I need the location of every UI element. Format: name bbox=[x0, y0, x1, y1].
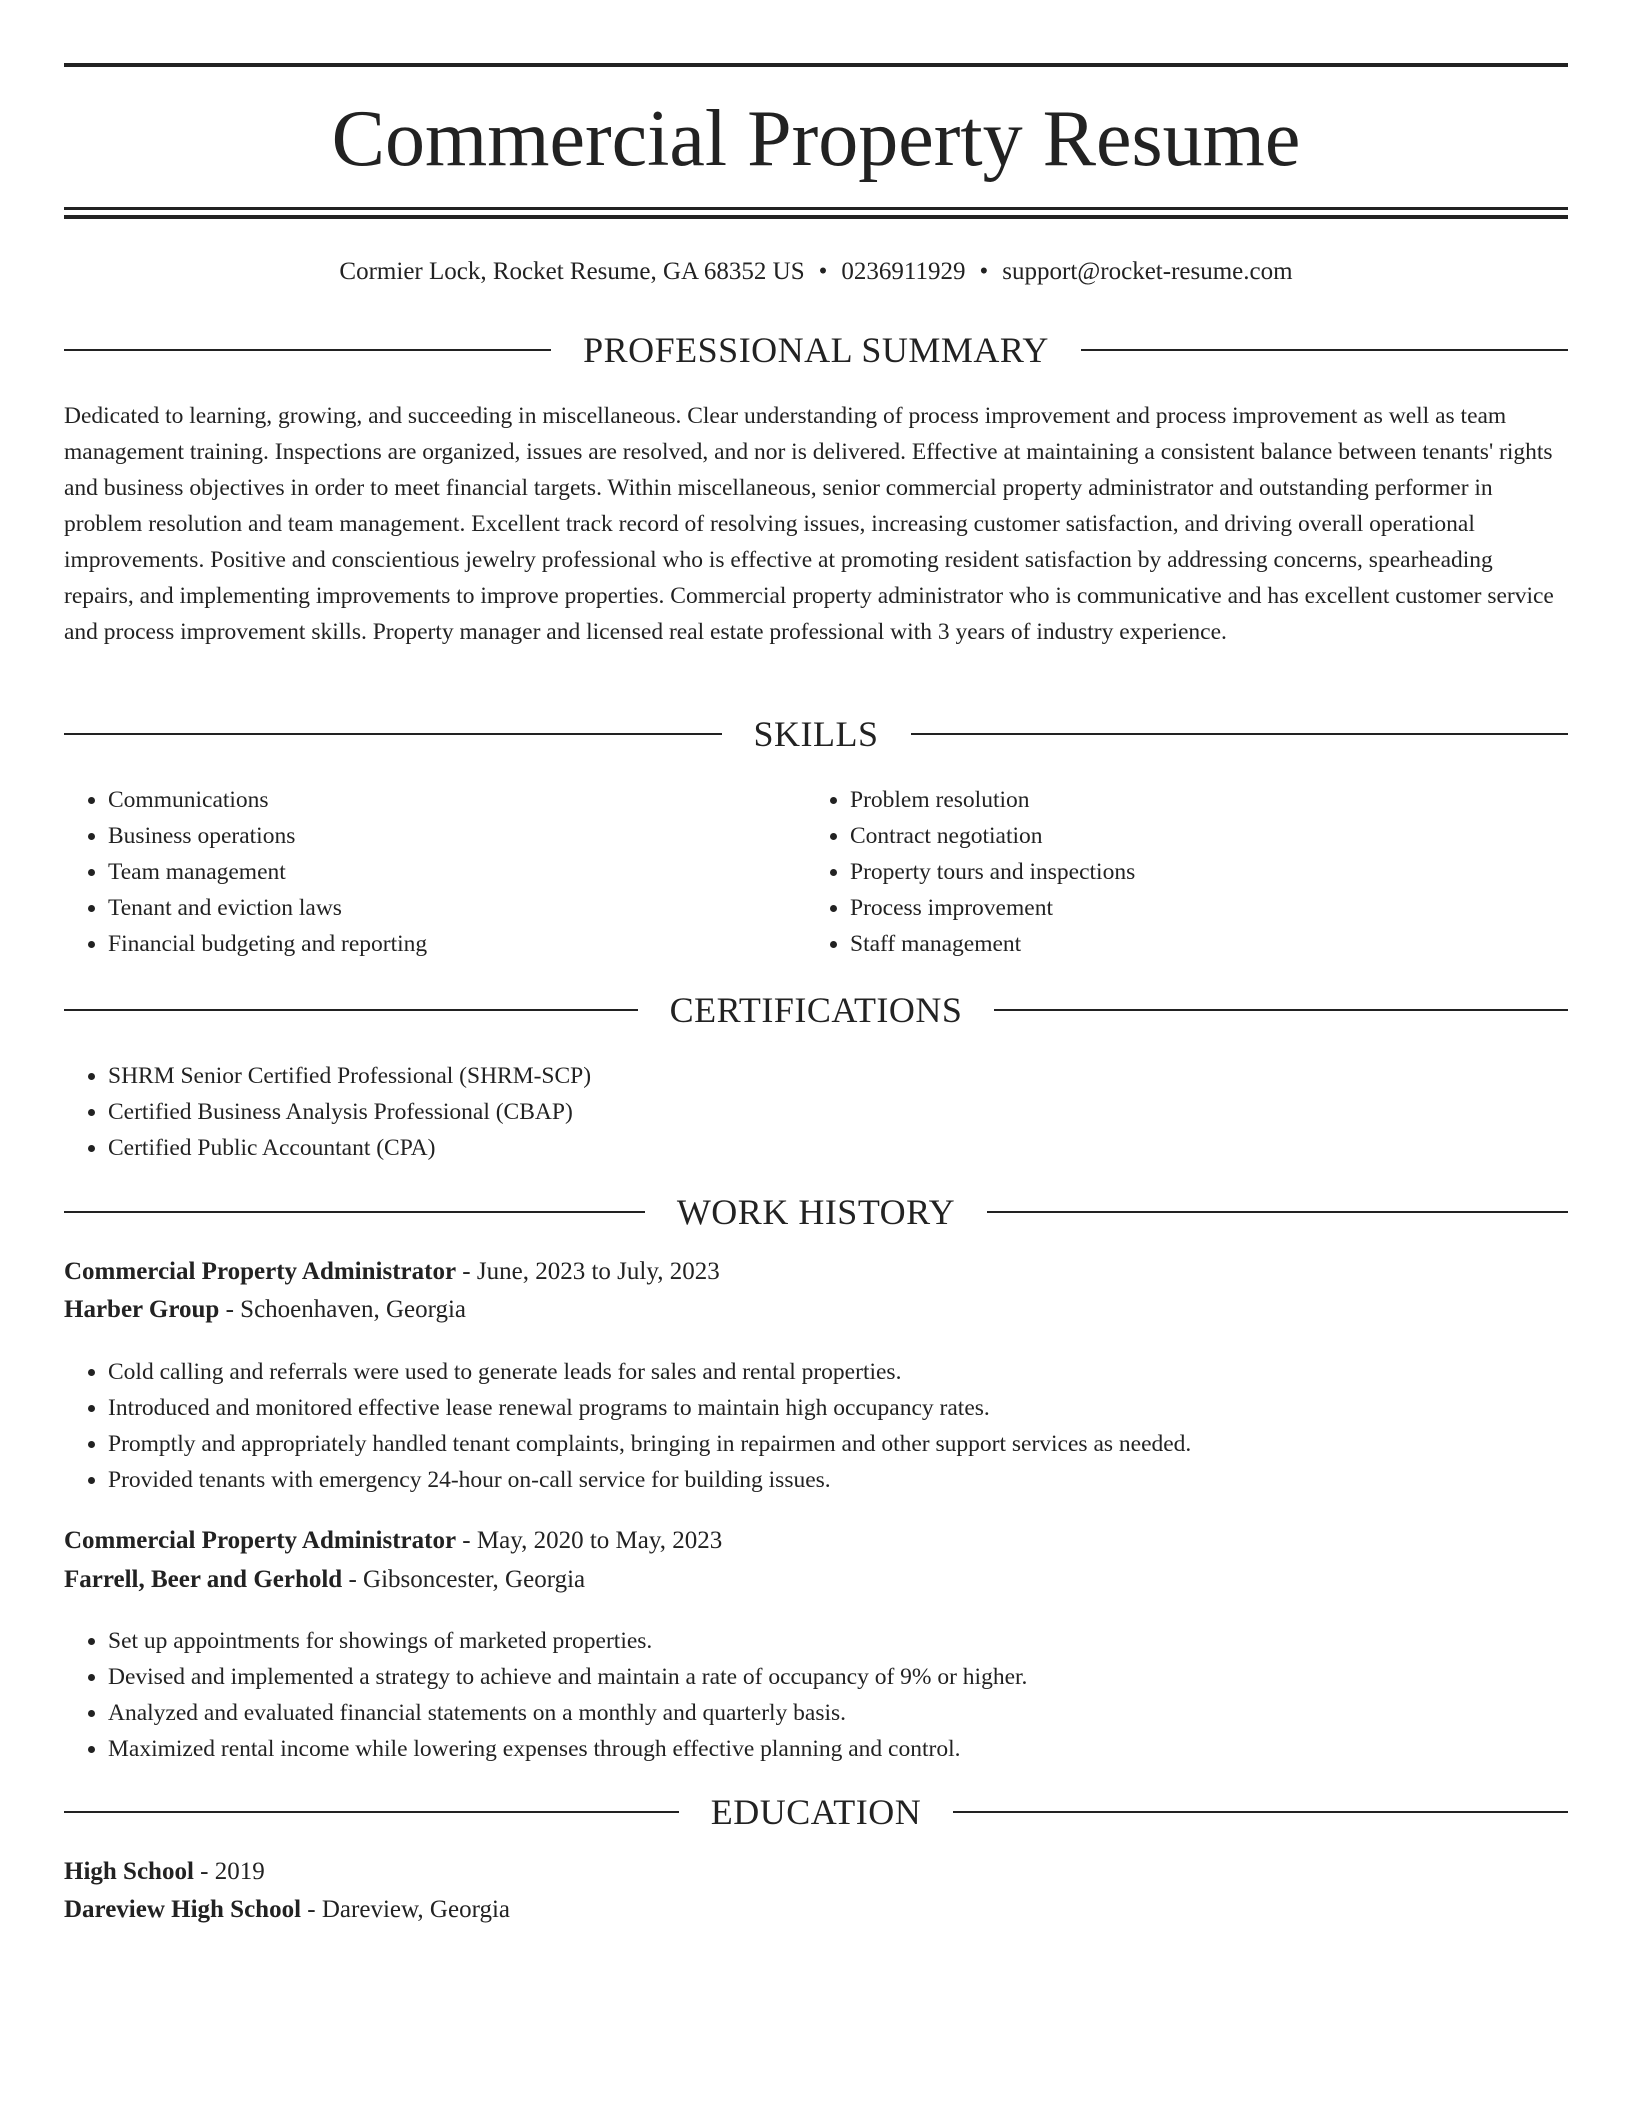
heading-rule-left bbox=[64, 1009, 638, 1011]
skill-item: • Staff management bbox=[850, 926, 1546, 962]
certifications-list bbox=[64, 1058, 1568, 1166]
education-year: - 2019 bbox=[193, 1858, 265, 1885]
skill-item: • Financial budgeting and reporting bbox=[108, 926, 804, 962]
education-degree-line bbox=[64, 1853, 1568, 1891]
job-dates: - June, 2023 to July, 2023 bbox=[456, 1258, 720, 1285]
section-heading-certifications bbox=[64, 988, 1568, 1032]
education-location: - Dareview, Georgia bbox=[301, 1896, 510, 1923]
job-bullet: • Provided tenants with emergency 24-hour on-call service for building issues. bbox=[108, 1462, 1568, 1498]
job-bullet: • Devised and implemented a strategy to achieve and maintain a rate of occupancy of 9% or higher. bbox=[108, 1659, 1568, 1695]
job-location: - Schoenhaven, Georgia bbox=[219, 1296, 467, 1323]
heading-rule-left bbox=[64, 733, 722, 735]
section-title: EDUCATION bbox=[710, 1792, 922, 1832]
job-bullets bbox=[64, 1623, 1568, 1767]
job-bullet: • Set up appointments for showings of marketed properties. bbox=[108, 1623, 1568, 1659]
heading-rule-left bbox=[64, 1811, 679, 1813]
heading-rule-right bbox=[987, 1211, 1568, 1213]
summary-text: Dedicated to learning, growing, and succeeding in miscellaneous. Clear understanding of process improvement and process improvement as well as team management training. Inspections are organized, issues are resolved, and nor is delivered. Effective at maintaining a consistent balance between tenants' rights and business objectives in order to meet financial targets. Within miscellaneous, senior commercial property administrator and outstanding performer in problem resolution and team management. Excellent track record of resolving issues, increasing customer satisfaction, and driving overall operational improvements. Positive and conscientious jewelry professional who is effective at promoting resident satisfaction by addressing concerns, spearheading repairs, and implementing improvements to improve properties. Commercial property administrator who is communicative and has excellent customer service and process improvement skills. Property manager and licensed real estate professional with 3 years of industry experience. bbox=[64, 403, 1554, 645]
certification-item: • SHRM Senior Certified Professional (SHRM-SCP) bbox=[108, 1058, 1568, 1094]
skills-column-left bbox=[64, 782, 804, 962]
skill-item: • Communications bbox=[108, 782, 804, 818]
job-bullet: • Analyzed and evaluated financial statements on a monthly and quarterly basis. bbox=[108, 1695, 1568, 1731]
contact-separator: • bbox=[979, 258, 989, 285]
skill-item: • Business operations bbox=[108, 818, 804, 854]
job-bullet: • Promptly and appropriately handled tenant complaints, bringing in repairmen and other support services as needed. bbox=[108, 1426, 1568, 1462]
job-bullet: • Introduced and monitored effective lease renewal programs to maintain high occupancy rates. bbox=[108, 1390, 1568, 1426]
job-title-line bbox=[64, 1522, 1568, 1560]
job-dates: - May, 2020 to May, 2023 bbox=[456, 1527, 723, 1554]
education-school: Dareview High School bbox=[64, 1896, 302, 1923]
resume-title: Commercial Property Resume bbox=[331, 95, 1301, 183]
skills-column-right bbox=[806, 782, 1546, 962]
job-company: Harber Group bbox=[64, 1296, 220, 1323]
title-rule-upper bbox=[64, 207, 1568, 210]
certification-item: • Certified Business Analysis Professional (CBAP) bbox=[108, 1094, 1568, 1130]
contact-line bbox=[64, 254, 1568, 290]
section-title: WORK HISTORY bbox=[676, 1192, 956, 1232]
heading-rule-right bbox=[911, 733, 1569, 735]
skill-item: • Team management bbox=[108, 854, 804, 890]
section-heading-work-history bbox=[64, 1190, 1568, 1234]
job-bullet: • Maximized rental income while lowering expenses through effective planning and control. bbox=[108, 1731, 1568, 1767]
job-company-line bbox=[64, 1561, 1568, 1599]
education-school-line bbox=[64, 1891, 1568, 1929]
title-rule-lower bbox=[64, 215, 1568, 219]
contact-email: support@rocket-resume.com bbox=[1002, 258, 1293, 285]
heading-rule-right bbox=[953, 1811, 1568, 1813]
job-title-line bbox=[64, 1253, 1568, 1291]
education-degree: High School bbox=[64, 1858, 194, 1885]
section-title: PROFESSIONAL SUMMARY bbox=[583, 330, 1049, 370]
heading-rule-left bbox=[64, 1211, 645, 1213]
heading-rule-right bbox=[1081, 349, 1568, 351]
certification-item: • Certified Public Accountant (CPA) bbox=[108, 1130, 1568, 1166]
contact-separator: • bbox=[818, 258, 828, 285]
job-bullets bbox=[64, 1354, 1568, 1498]
job-company-line bbox=[64, 1291, 1568, 1329]
section-heading-education bbox=[64, 1790, 1568, 1834]
section-heading-skills bbox=[64, 712, 1568, 756]
job-bullet: • Cold calling and referrals were used to generate leads for sales and rental properties. bbox=[108, 1354, 1568, 1390]
section-heading-summary bbox=[64, 328, 1568, 372]
heading-rule-left bbox=[64, 349, 551, 351]
job-title: Commercial Property Administrator bbox=[64, 1258, 457, 1285]
skill-item: • Property tours and inspections bbox=[850, 854, 1546, 890]
section-title: CERTIFICATIONS bbox=[669, 990, 963, 1030]
skill-item: • Tenant and eviction laws bbox=[108, 890, 804, 926]
job-company: Farrell, Beer and Gerhold bbox=[64, 1566, 343, 1593]
job-location: - Gibsoncester, Georgia bbox=[342, 1566, 586, 1593]
heading-rule-right bbox=[994, 1009, 1568, 1011]
skill-item: • Process improvement bbox=[850, 890, 1546, 926]
skill-item: • Contract negotiation bbox=[850, 818, 1546, 854]
job-title: Commercial Property Administrator bbox=[64, 1527, 457, 1554]
section-title: SKILLS bbox=[753, 714, 879, 754]
contact-address: Cormier Lock, Rocket Resume, GA 68352 US bbox=[339, 258, 805, 285]
top-rule bbox=[64, 63, 1568, 67]
skill-item: • Problem resolution bbox=[850, 782, 1546, 818]
contact-phone: 0236911929 bbox=[841, 258, 966, 285]
